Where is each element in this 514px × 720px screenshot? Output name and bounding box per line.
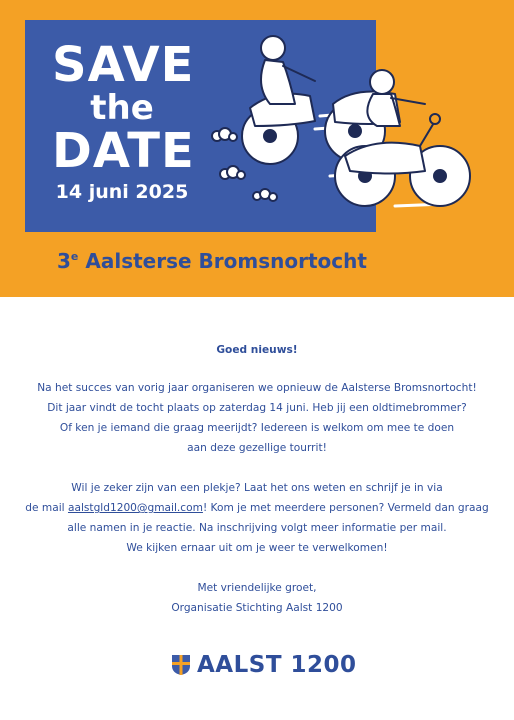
signup-line: We kijken ernaar uit om je weer te verwelkomen! — [126, 542, 388, 554]
aalst-logo — [171, 652, 357, 678]
event-date: 14 juni 2025 — [55, 181, 189, 203]
intro-line: Dit jaar vindt de tocht plaats op zaterdag 14 juni. Heb jij een oldtimebrommer? — [47, 402, 467, 414]
intro-line: aan deze gezellige tourrit! — [187, 442, 327, 454]
closing-signature: Organisatie Stichting Aalst 1200 — [171, 602, 343, 614]
intro-line: Of ken je iemand die graag meerijdt? Iedereen is welkom om mee te doen — [59, 422, 455, 434]
event-title — [57, 249, 367, 273]
logo-text: AALST 1200 — [197, 652, 357, 678]
signup-suffix: ! Kom je met meerdere personen? Vermeld dan graag — [202, 502, 489, 514]
rear-moped — [242, 36, 315, 164]
event-title-name: Aalsterse Bromsnortocht — [85, 249, 367, 273]
moped-riders-illustration — [195, 26, 485, 216]
signup-line-email — [20, 498, 494, 518]
intro-paragraph — [20, 378, 494, 458]
date-word: DATE — [52, 123, 195, 179]
save-the-date-heading — [52, 37, 195, 179]
event-title-number: 3 — [57, 249, 71, 273]
save-word: SAVE — [52, 37, 195, 93]
email-link[interactable]: aalstgld1200@gmail.com — [67, 502, 203, 514]
signup-line: Wil je zeker zijn van een plekje? Laat het ons weten en schrijf je in via — [71, 482, 443, 494]
greeting: Goed nieuws! — [216, 344, 298, 356]
signup-paragraph — [20, 478, 494, 558]
shield-cross-icon — [171, 654, 191, 676]
closing — [20, 578, 494, 618]
event-title-suffix: e — [70, 250, 79, 263]
signup-line: alle namen in je reactie. Na inschrijving volgt meer informatie per mail. — [67, 522, 447, 534]
signup-prefix: de mail — [25, 502, 68, 514]
intro-line: Na het succes van vorig jaar organiseren we opnieuw de Aalsterse Bromsnortocht! — [37, 382, 477, 394]
closing-salutation: Met vriendelijke groet, — [197, 582, 317, 594]
the-word: the — [90, 88, 154, 128]
